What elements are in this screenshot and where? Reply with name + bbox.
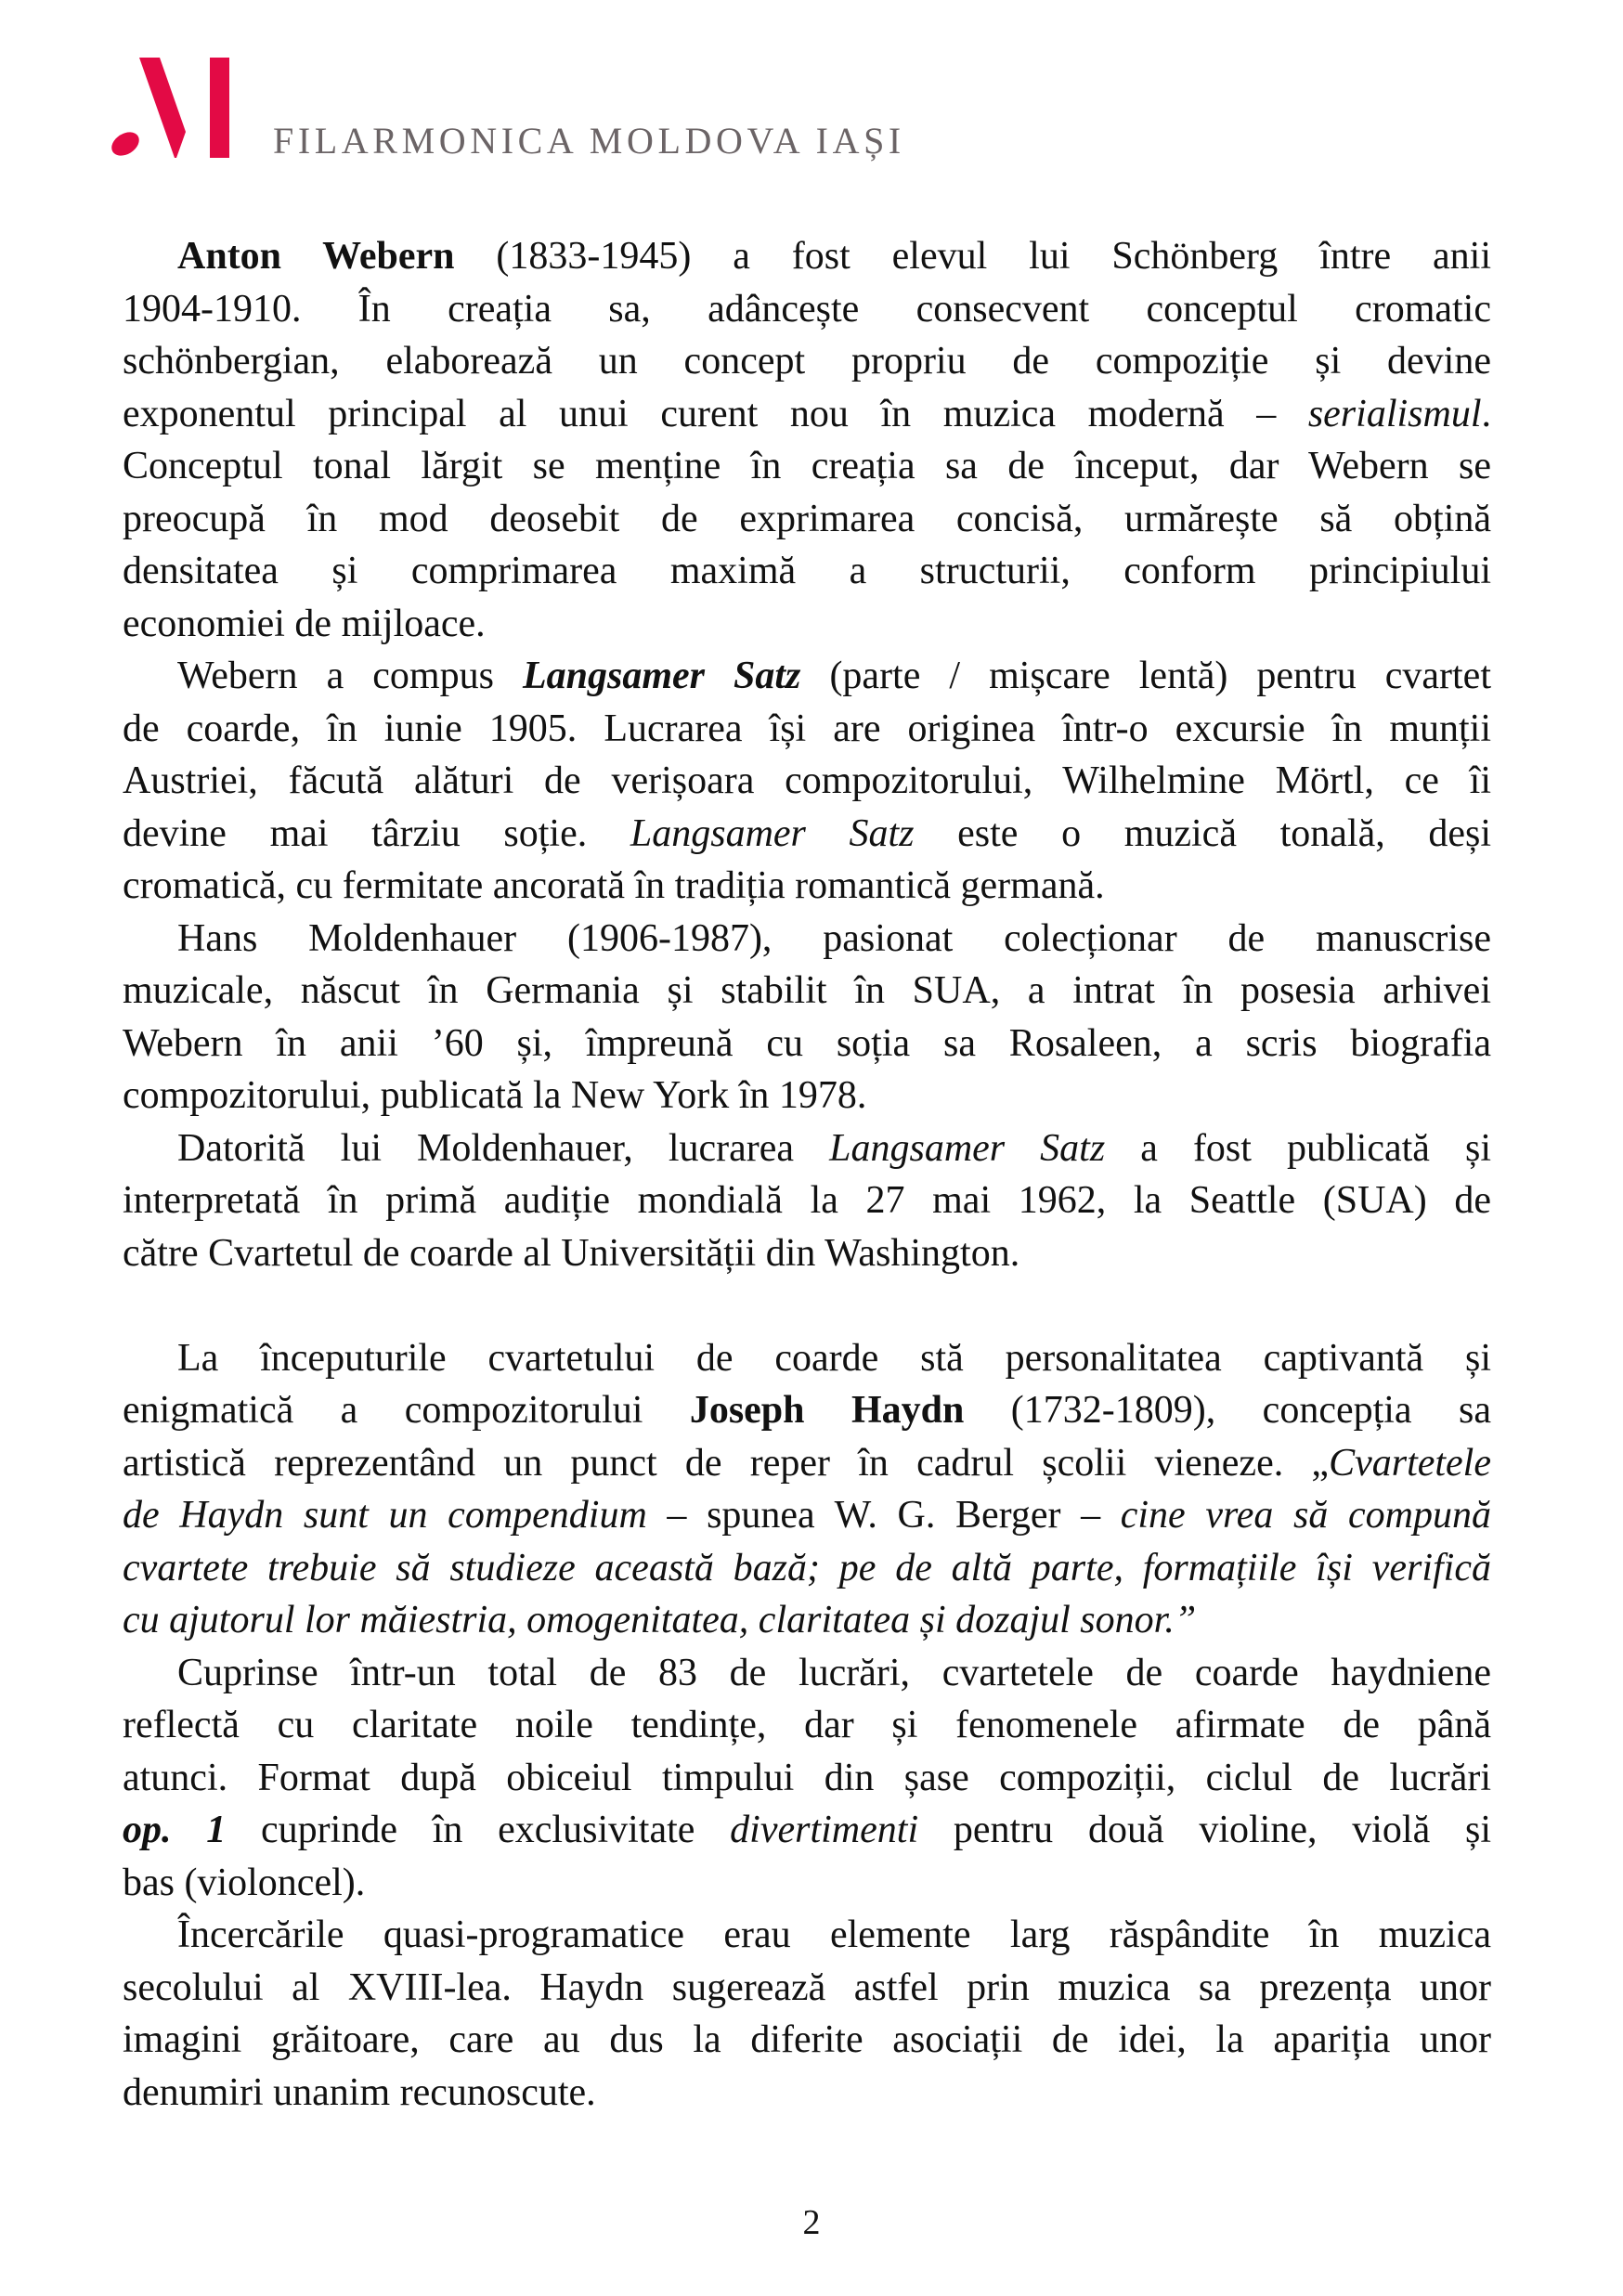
text-line xyxy=(123,808,1491,861)
text-run: compozitorului, publicată la New York în 1978. xyxy=(123,1074,867,1117)
text-run: secolului al XVIII-lea. Haydn sugerează astfel prin muzica sa prezența unor xyxy=(123,1965,1491,2009)
text-line xyxy=(123,440,1491,493)
text-run: economiei de mijloace. xyxy=(123,602,486,645)
text-run: Conceptul tonal lărgit se menține în creația sa de început, dar Webern se xyxy=(123,445,1491,487)
text-run: La începuturile cvartetului de coarde stă personalitatea captivantă și xyxy=(177,1336,1491,1380)
text-run: imagini grăitoare, care au dus la diferite asociații de idei, la apariția unor xyxy=(123,2018,1491,2061)
logo-diagonal-stroke xyxy=(139,58,186,158)
text-run: (1732-1809), concepția sa xyxy=(964,1389,1491,1432)
text-line xyxy=(123,1018,1491,1070)
text-line xyxy=(123,1804,1491,1857)
text-run: artistică reprezentând un punct de reper în cadrul școlii vieneze. „ xyxy=(123,1441,1330,1485)
text-run: 1904-1910. În creația sa, adâncește consecvent conceptul cromatic xyxy=(123,287,1491,331)
text-run: a fost publicată și xyxy=(1105,1126,1491,1170)
text-line xyxy=(123,1647,1491,1700)
text-line xyxy=(123,335,1491,388)
bold-italic-text: op. 1 xyxy=(123,1809,227,1851)
paragraph xyxy=(123,913,1491,1122)
text-run: (parte / mișcare lentă) pentru cvartet xyxy=(800,655,1491,697)
text-run: atunci. Format după obiceiul timpului din șase compoziții, ciclul de lucrări xyxy=(123,1756,1491,1799)
paragraph-spacer xyxy=(123,1279,1491,1332)
text-line xyxy=(123,755,1491,808)
paragraph xyxy=(123,230,1491,650)
text-run: densitatea și comprimarea maximă a structurii, conform principiului xyxy=(123,550,1491,592)
text-line xyxy=(123,598,1491,651)
text-run: pentru două violine, violă și xyxy=(918,1809,1491,1851)
bold-italic-text: Langsamer Satz xyxy=(522,655,801,697)
text-line xyxy=(123,1122,1491,1175)
text-run: Hans Moldenhauer (1906-1987), pasionat colecționar de manuscrise xyxy=(177,916,1491,960)
italic-text: Cvartetele xyxy=(1329,1441,1491,1485)
text-run: schönbergian, elaborează un concept propriu de compoziție și devine xyxy=(123,340,1491,383)
italic-text: Langsamer Satz xyxy=(829,1126,1106,1170)
text-run: enigmatică a compozitorului xyxy=(123,1389,690,1432)
text-line xyxy=(123,1332,1491,1385)
text-run: exponentul principal al unui curent nou în muzica modernă – xyxy=(123,392,1308,435)
text-run: devine mai târziu soție. xyxy=(123,811,630,855)
text-run: Webern în anii ’60 și, împreună cu soția sa Rosaleen, a scris biografia xyxy=(123,1021,1491,1065)
text-run: bas (violoncel). xyxy=(123,1861,366,1904)
paragraph xyxy=(123,650,1491,913)
text-line xyxy=(123,1857,1491,1910)
text-run: . xyxy=(1481,392,1491,435)
text-run: de coarde, în iunie 1905. Lucrarea își are originea într-o excursie în munții xyxy=(123,707,1491,750)
text-run: este o muzică tonală, deși xyxy=(914,811,1491,855)
text-run: preocupă în mod deosebit de exprimarea concisă, urmărește să obțină xyxy=(123,497,1491,540)
italic-text: cine vrea să compună xyxy=(1120,1494,1491,1537)
logo-vertical-bar xyxy=(210,58,229,158)
text-run: către Cvartetul de coarde al Universității din Washington. xyxy=(123,1231,1020,1275)
filarmonica-logo-icon xyxy=(102,51,241,172)
paragraph xyxy=(123,1909,1491,2119)
italic-text: divertimenti xyxy=(730,1809,919,1851)
text-line xyxy=(123,1489,1491,1542)
italic-text: cu ajutorul lor măiestria, omogenitatea, claritatea și dozajul sonor.” xyxy=(123,1599,1197,1641)
text-line xyxy=(123,860,1491,913)
text-run: Austriei, făcută alături de verișoara compozitorului, Wilhelmine Mörtl, ce îi xyxy=(123,759,1491,802)
text-run: Cuprinse într-un total de 83 de lucrări, cvartetele de coarde haydniene xyxy=(177,1651,1491,1694)
text-line xyxy=(123,1699,1491,1752)
text-run: cuprinde în exclusivitate xyxy=(226,1809,731,1851)
italic-text: Langsamer Satz xyxy=(630,811,915,855)
text-run: interpretată în primă audiție mondială la 27 mai 1962, la Seattle (SUA) de xyxy=(123,1179,1491,1222)
bold-text: Anton Webern xyxy=(177,235,455,278)
italic-text: cvartete trebuie să studieze această bază; pe de altă parte, formațiile își verifică xyxy=(123,1546,1491,1589)
text-line xyxy=(123,703,1491,756)
text-run: Webern a compus xyxy=(177,655,523,697)
text-line xyxy=(123,388,1491,441)
logo-dot xyxy=(108,127,144,161)
text-run: Datorită lui Moldenhauer, lucrarea xyxy=(177,1126,830,1170)
org-name: FILARMONICA MOLDOVA IAȘI xyxy=(273,120,905,162)
paragraph xyxy=(123,1332,1491,1647)
text-line xyxy=(123,913,1491,966)
paragraph xyxy=(123,1122,1491,1280)
text-line xyxy=(123,1594,1491,1647)
text-line xyxy=(123,965,1491,1018)
text-line xyxy=(123,230,1491,283)
text-line xyxy=(123,1962,1491,2015)
text-line xyxy=(123,1542,1491,1595)
text-line xyxy=(123,545,1491,598)
italic-text: serialismul xyxy=(1307,392,1482,435)
text-run: (1833-1945) a fost elevul lui Schönberg între anii xyxy=(454,235,1491,278)
text-line xyxy=(123,283,1491,336)
text-line xyxy=(123,1070,1491,1122)
text-line xyxy=(123,1752,1491,1805)
italic-text: de Haydn sunt un compendium xyxy=(123,1494,647,1537)
text-line xyxy=(123,1384,1491,1437)
text-line xyxy=(123,493,1491,546)
article-body xyxy=(123,230,1491,2119)
text-line xyxy=(123,650,1491,703)
text-run: reflectă cu claritate noile tendințe, dar și fenomenele afirmate de până xyxy=(123,1704,1491,1746)
page-number: 2 xyxy=(802,2203,821,2242)
bold-text: Joseph Haydn xyxy=(689,1389,965,1432)
text-run: muzicale, născut în Germania și stabilit în SUA, a intrat în posesia arhivei xyxy=(123,969,1491,1012)
text-run: – spunea W. G. Berger – xyxy=(646,1494,1121,1537)
text-line xyxy=(123,1437,1491,1490)
text-line xyxy=(123,1909,1491,1962)
text-line xyxy=(123,1227,1491,1280)
text-line xyxy=(123,1174,1491,1227)
text-run: Încercările quasi-programatice erau elemente larg răspândite în muzica xyxy=(177,1913,1491,1956)
text-line xyxy=(123,2014,1491,2067)
text-run: cromatică, cu fermitate ancorată în tradiția romantică germană. xyxy=(123,864,1105,907)
paragraph xyxy=(123,1647,1491,1910)
text-line xyxy=(123,2067,1491,2120)
text-run: denumiri unanim recunoscute. xyxy=(123,2070,596,2114)
